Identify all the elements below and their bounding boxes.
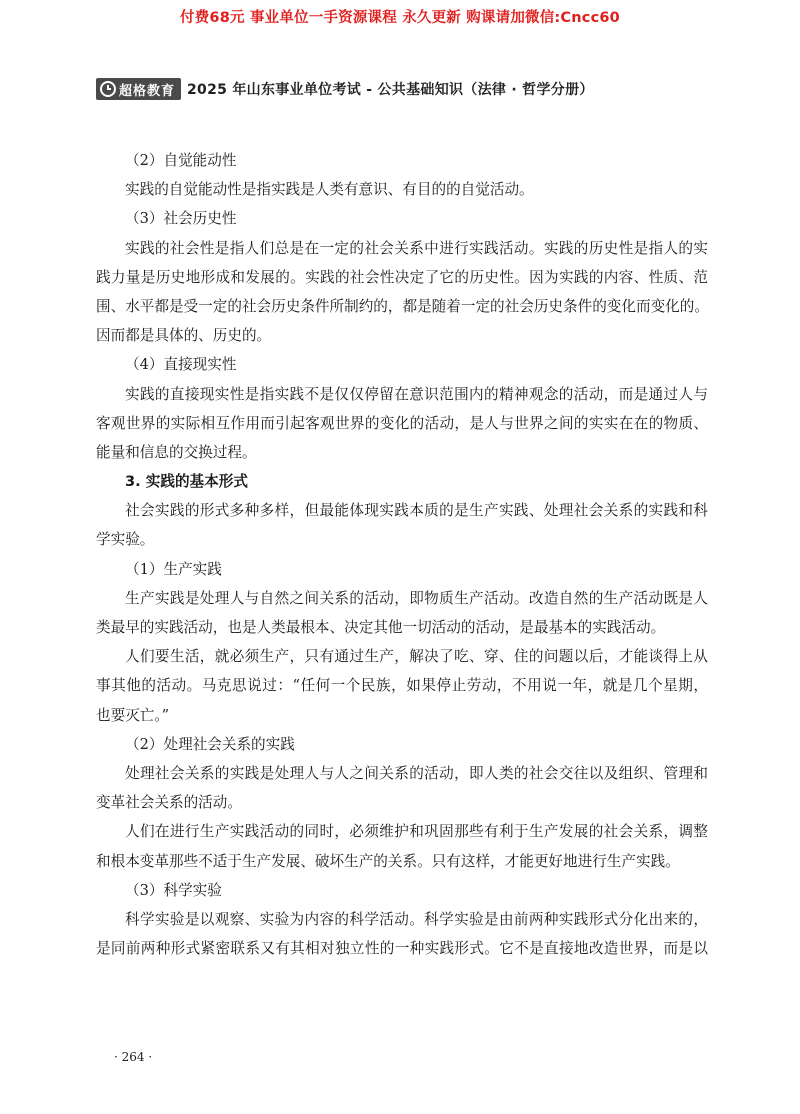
main-section-heading: 3. 实践的基本形式: [125, 473, 248, 491]
logo-text: 超格教育: [119, 83, 176, 99]
page-number: · 264 ·: [114, 1050, 153, 1064]
paragraph-line: 围、水平都是受一定的社会历史条件所制约的，都是随着一定的社会历史条件的变化而变化的。: [96, 297, 709, 315]
paragraph-line: 社会实践的形式多种多样，但最能体现实践本质的是生产实践、处理社会关系的实践和科: [125, 502, 708, 520]
paragraph-line: 类最早的实践活动，也是人类最根本、决定其他一切活动的活动，是最基本的实践活动。: [96, 619, 666, 636]
section-heading: （2）自觉能动性: [125, 152, 237, 169]
paragraph-line: 实践的直接现实性是指实践不是仅仅停留在意识范围内的精神观念的活动，而是通过人与: [125, 385, 708, 403]
paragraph-line: 因而都是具体的、历史的。: [96, 327, 272, 345]
book-title: 2025 年山东事业单位考试 - 公共基础知识（法律 · 哲学分册）: [187, 82, 594, 98]
paragraph-line: 实践的社会性是指人们总是在一定的社会关系中进行实践活动。实践的历史性是指人的实: [125, 239, 708, 257]
paragraph-line: 科学实验是以观察、实验为内容的科学活动。科学实验是由前两种实践形式分化出来的，: [125, 910, 708, 928]
paragraph-line: 人们要生活，就必须生产，只有通过生产，解决了吃、穿、住的问题以后，才能谈得上从: [125, 648, 708, 666]
page-body: [96, 146, 708, 963]
watermark-banner: 付费68元 事业单位一手资源课程 永久更新 购课请加微信:Cncc60: [180, 10, 620, 26]
section-heading: （1）生产实践: [125, 560, 222, 578]
paragraph-line: 践力量是历史地形成和发展的。实践的社会性决定了它的历史性。因为实践的内容、性质、范: [96, 268, 708, 286]
paragraph-line: 和根本变革那些不适于生产发展、破坏生产的关系。只有这样，才能更好地进行生产实践。: [96, 852, 680, 870]
page-header: [96, 76, 704, 102]
paragraph-line: 学实验。: [96, 531, 155, 549]
publisher-logo: [96, 78, 181, 100]
section-heading: （2）处理社会关系的实践: [125, 735, 295, 753]
paragraph-line: 变革社会关系的活动。: [96, 794, 242, 812]
paragraph-line: 能量和信息的交换过程。: [96, 443, 257, 461]
paragraph-line: 也要灭亡。”: [96, 706, 170, 724]
paragraph-line: 客观世界的实际相互作用而引起客观世界的变化的活动，是人与世界之间的实实在在的物质、: [96, 414, 708, 432]
section-heading: （3）科学实验: [125, 881, 222, 899]
paragraph-line: 事其他的活动。马克思说过：“任何一个民族，如果停止劳动，不用说一年，就是几个星期，: [96, 677, 708, 695]
paragraph-line: 处理社会关系的实践是处理人与人之间关系的活动，即人类的社会交往以及组织、管理和: [125, 764, 708, 782]
logo-icon: [100, 81, 116, 97]
section-heading: （4）直接现实性: [125, 356, 237, 374]
paragraph-line: 人们在进行生产实践活动的同时，必须维护和巩固那些有利于生产发展的社会关系，调整: [125, 823, 708, 841]
paragraph-line: 实践的自觉能动性是指实践是人类有意识、有目的的自觉活动。: [125, 181, 534, 199]
paragraph-line: 生产实践是处理人与自然之间关系的活动，即物质生产活动。改造自然的生产活动既是人: [125, 589, 708, 607]
section-heading: （3）社会历史性: [125, 210, 237, 228]
paragraph-line: 是同前两种形式紧密联系又有其相对独立性的一种实践形式。它不是直接地改造世界，而是以: [96, 940, 708, 958]
